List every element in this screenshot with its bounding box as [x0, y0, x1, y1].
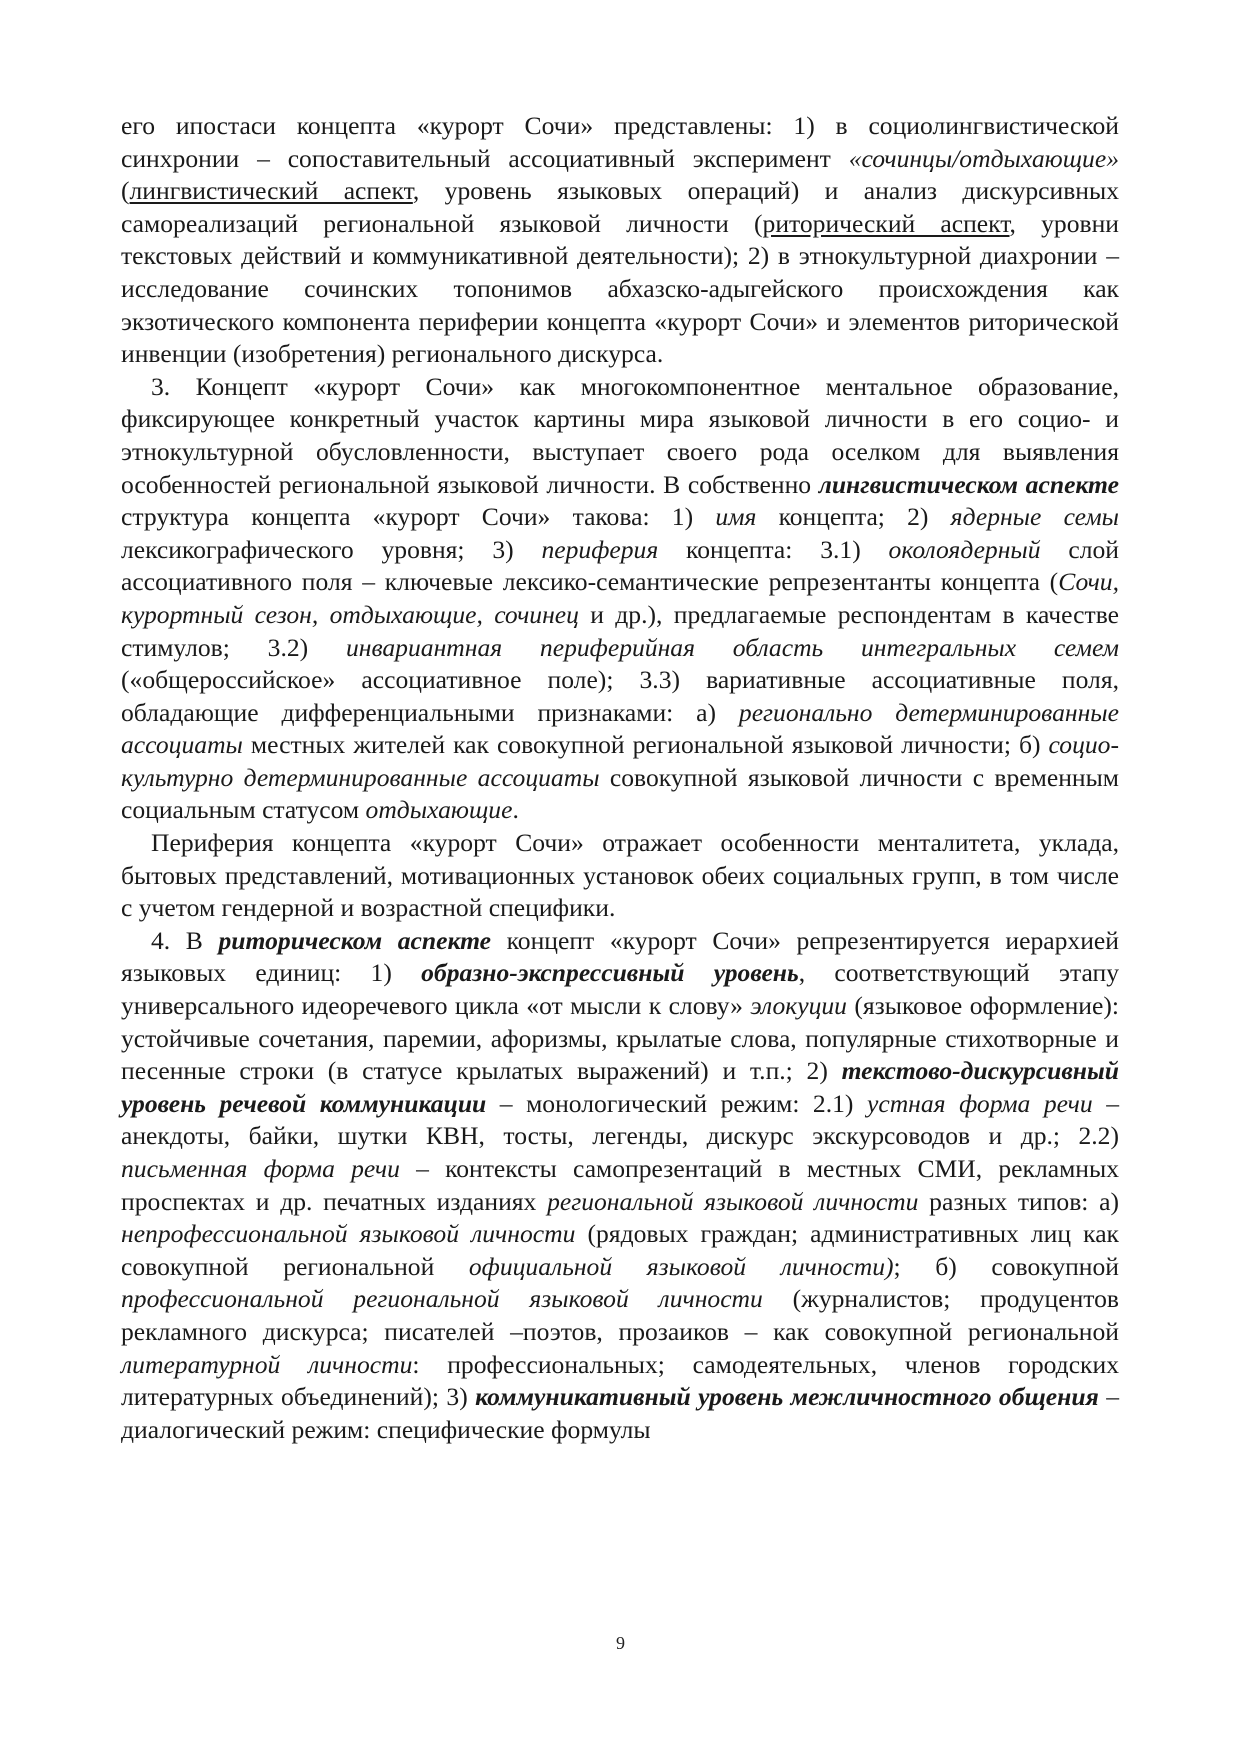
text-run: периферия	[541, 534, 659, 564]
text-run: коммуникативный уровень межличностного общения	[475, 1382, 1099, 1412]
text-run: официальной языковой личности)	[468, 1251, 894, 1281]
text-run: лингвистический аспект	[129, 176, 413, 206]
text-run: лексикографического уровня; 3)	[121, 534, 542, 564]
text-run: Периферия концепта «курорт Сочи» отражает особенности менталитета, уклада, бытовых представлений, мотивационных установок обеих социальных групп, в том числе с учетом гендерной и возрастной специфики.	[121, 828, 1119, 923]
text-run: (языковое оформление): устойчивые сочетания, паремии, афоризмы, крылатые слова, популярные стихотворные и песенные строки (в статусе крылатых выражений) и т.п.; 2)	[121, 991, 1119, 1086]
text-run: местных жителей как совокупной региональной языковой личности; б)	[242, 730, 1049, 760]
paragraph-3	[121, 827, 1119, 925]
text-run: непрофессиональной языковой личности	[121, 1219, 576, 1249]
text-run: Сочи, курортный сезон, отдыхающие, сочинец	[121, 567, 1119, 629]
text-run: разных типов: а)	[918, 1186, 1119, 1216]
text-run: – монологический режим: 2.1)	[486, 1088, 867, 1118]
text-run: профессиональной региональной языковой личности	[121, 1284, 763, 1314]
text-run: 4. В	[151, 925, 219, 955]
text-run: концепта: 3.1)	[658, 534, 889, 564]
text-run: ядерные семы	[950, 502, 1119, 532]
paragraph-2	[121, 371, 1119, 827]
text-run: (рядовых граждан; административных лиц как совокупной региональной	[121, 1219, 1119, 1281]
text-run: его ипостаси концепта «курорт Сочи» представлены: 1) в социолингвистической синхронии – сопоставительный ассоциативный эксперимент	[121, 111, 1119, 173]
text-run: литературной личности	[121, 1349, 413, 1379]
text-run: лингвистическом аспекте	[818, 469, 1119, 499]
text-run: регионально детерминированные ассоциаты	[121, 697, 1119, 760]
text-run: , соответствующий этапу универсального идеоречевого цикла «от мысли к слову»	[121, 958, 1120, 1021]
text-run: (журналистов; продуцентов рекламного дискурса; писателей –поэтов, прозаиков – как совокупной региональной	[121, 1284, 1120, 1346]
text-run: – анекдоты, байки, шутки КВН, тосты, легенды, дискурс экскурсоводов и др.; 2.2)	[121, 1088, 1119, 1151]
text-run: : профессиональных; самодеятельных, членов городских литературных объединений); 3)	[121, 1349, 1119, 1412]
document-body	[121, 110, 1119, 1446]
text-run: концепта; 2)	[756, 502, 951, 532]
text-run: – контексты самопрезентаций в местных СМИ, рекламных проспектах и др. печатных изданиях	[121, 1154, 1119, 1216]
text-run: инвариантная периферийная область интегральных семем	[345, 632, 1120, 662]
text-run: социокультурно детерминированные ассоциаты	[121, 730, 1119, 792]
text-run: концепт «курорт Сочи» репрезентируется иерархией языковых единиц: 1)	[121, 925, 1119, 988]
text-run: региональной языковой личности	[547, 1186, 919, 1216]
text-run: ; б) совокупной	[893, 1251, 1119, 1281]
text-run: «сочинцы/отдыхающие»	[848, 143, 1119, 173]
text-run: – диалогический режим: специфические формулы	[121, 1382, 1119, 1444]
text-run: риторический аспект	[762, 208, 1010, 238]
text-run: структура концепта «курорт Сочи» такова: 1)	[121, 502, 716, 532]
text-run: отдыхающие	[365, 795, 513, 825]
text-run: и др.), предлагаемые респондентам в качестве стимулов; 3.2)	[121, 599, 1120, 662]
text-run: , уровень языковых операций) и анализ дискурсивных самореализаций региональной языковой личности (	[121, 176, 1119, 238]
text-run: письменная форма речи	[121, 1154, 400, 1183]
text-run: слой ассоциативного поля – ключевые лексико-семантические репрезентанты концепта (	[121, 534, 1119, 597]
text-run: имя	[715, 502, 757, 532]
text-run: совокупной языковой личности с временным социальным статусом	[121, 762, 1119, 825]
text-run: околоядерный	[888, 534, 1041, 564]
text-run: устная форма речи	[866, 1088, 1093, 1118]
text-run: элокуции	[750, 991, 847, 1021]
text-run: (	[121, 176, 130, 206]
text-run: .	[512, 795, 519, 825]
paragraph-1	[121, 110, 1119, 371]
text-run: («общероссийское» ассоциативное поле); 3.3) вариативные ассоциативные поля, обладающие дифференциальными признаками: а)	[121, 665, 1119, 727]
text-run: текстово-дискурсивный уровень речевой коммуникации	[121, 1056, 1119, 1118]
text-run: образно-экспрессивный уровень	[421, 958, 799, 988]
paragraph-4	[121, 925, 1119, 1447]
text-run: 3. Концепт «курорт Сочи» как многокомпонентное ментальное образование, фиксирующее конкретный участок картины мира языковой личности в его социо- и этнокультурной обусловленности, выступает своего рода оселком для выявления особенностей региональной языковой личности. В собственно	[121, 371, 1119, 499]
text-run: риторическом аспекте	[218, 925, 492, 955]
text-run: , уровни текстовых действий и коммуникативной деятельности); 2) в этнокультурной диахронии – исследование сочинских топонимов абхазско-адыгейского происхождения как экзотического компонента периферии концепта «курорт Сочи» и элементов риторической инвенции (изобретения) регионального дискурса.	[121, 208, 1119, 369]
page-number: 9	[616, 1633, 625, 1653]
